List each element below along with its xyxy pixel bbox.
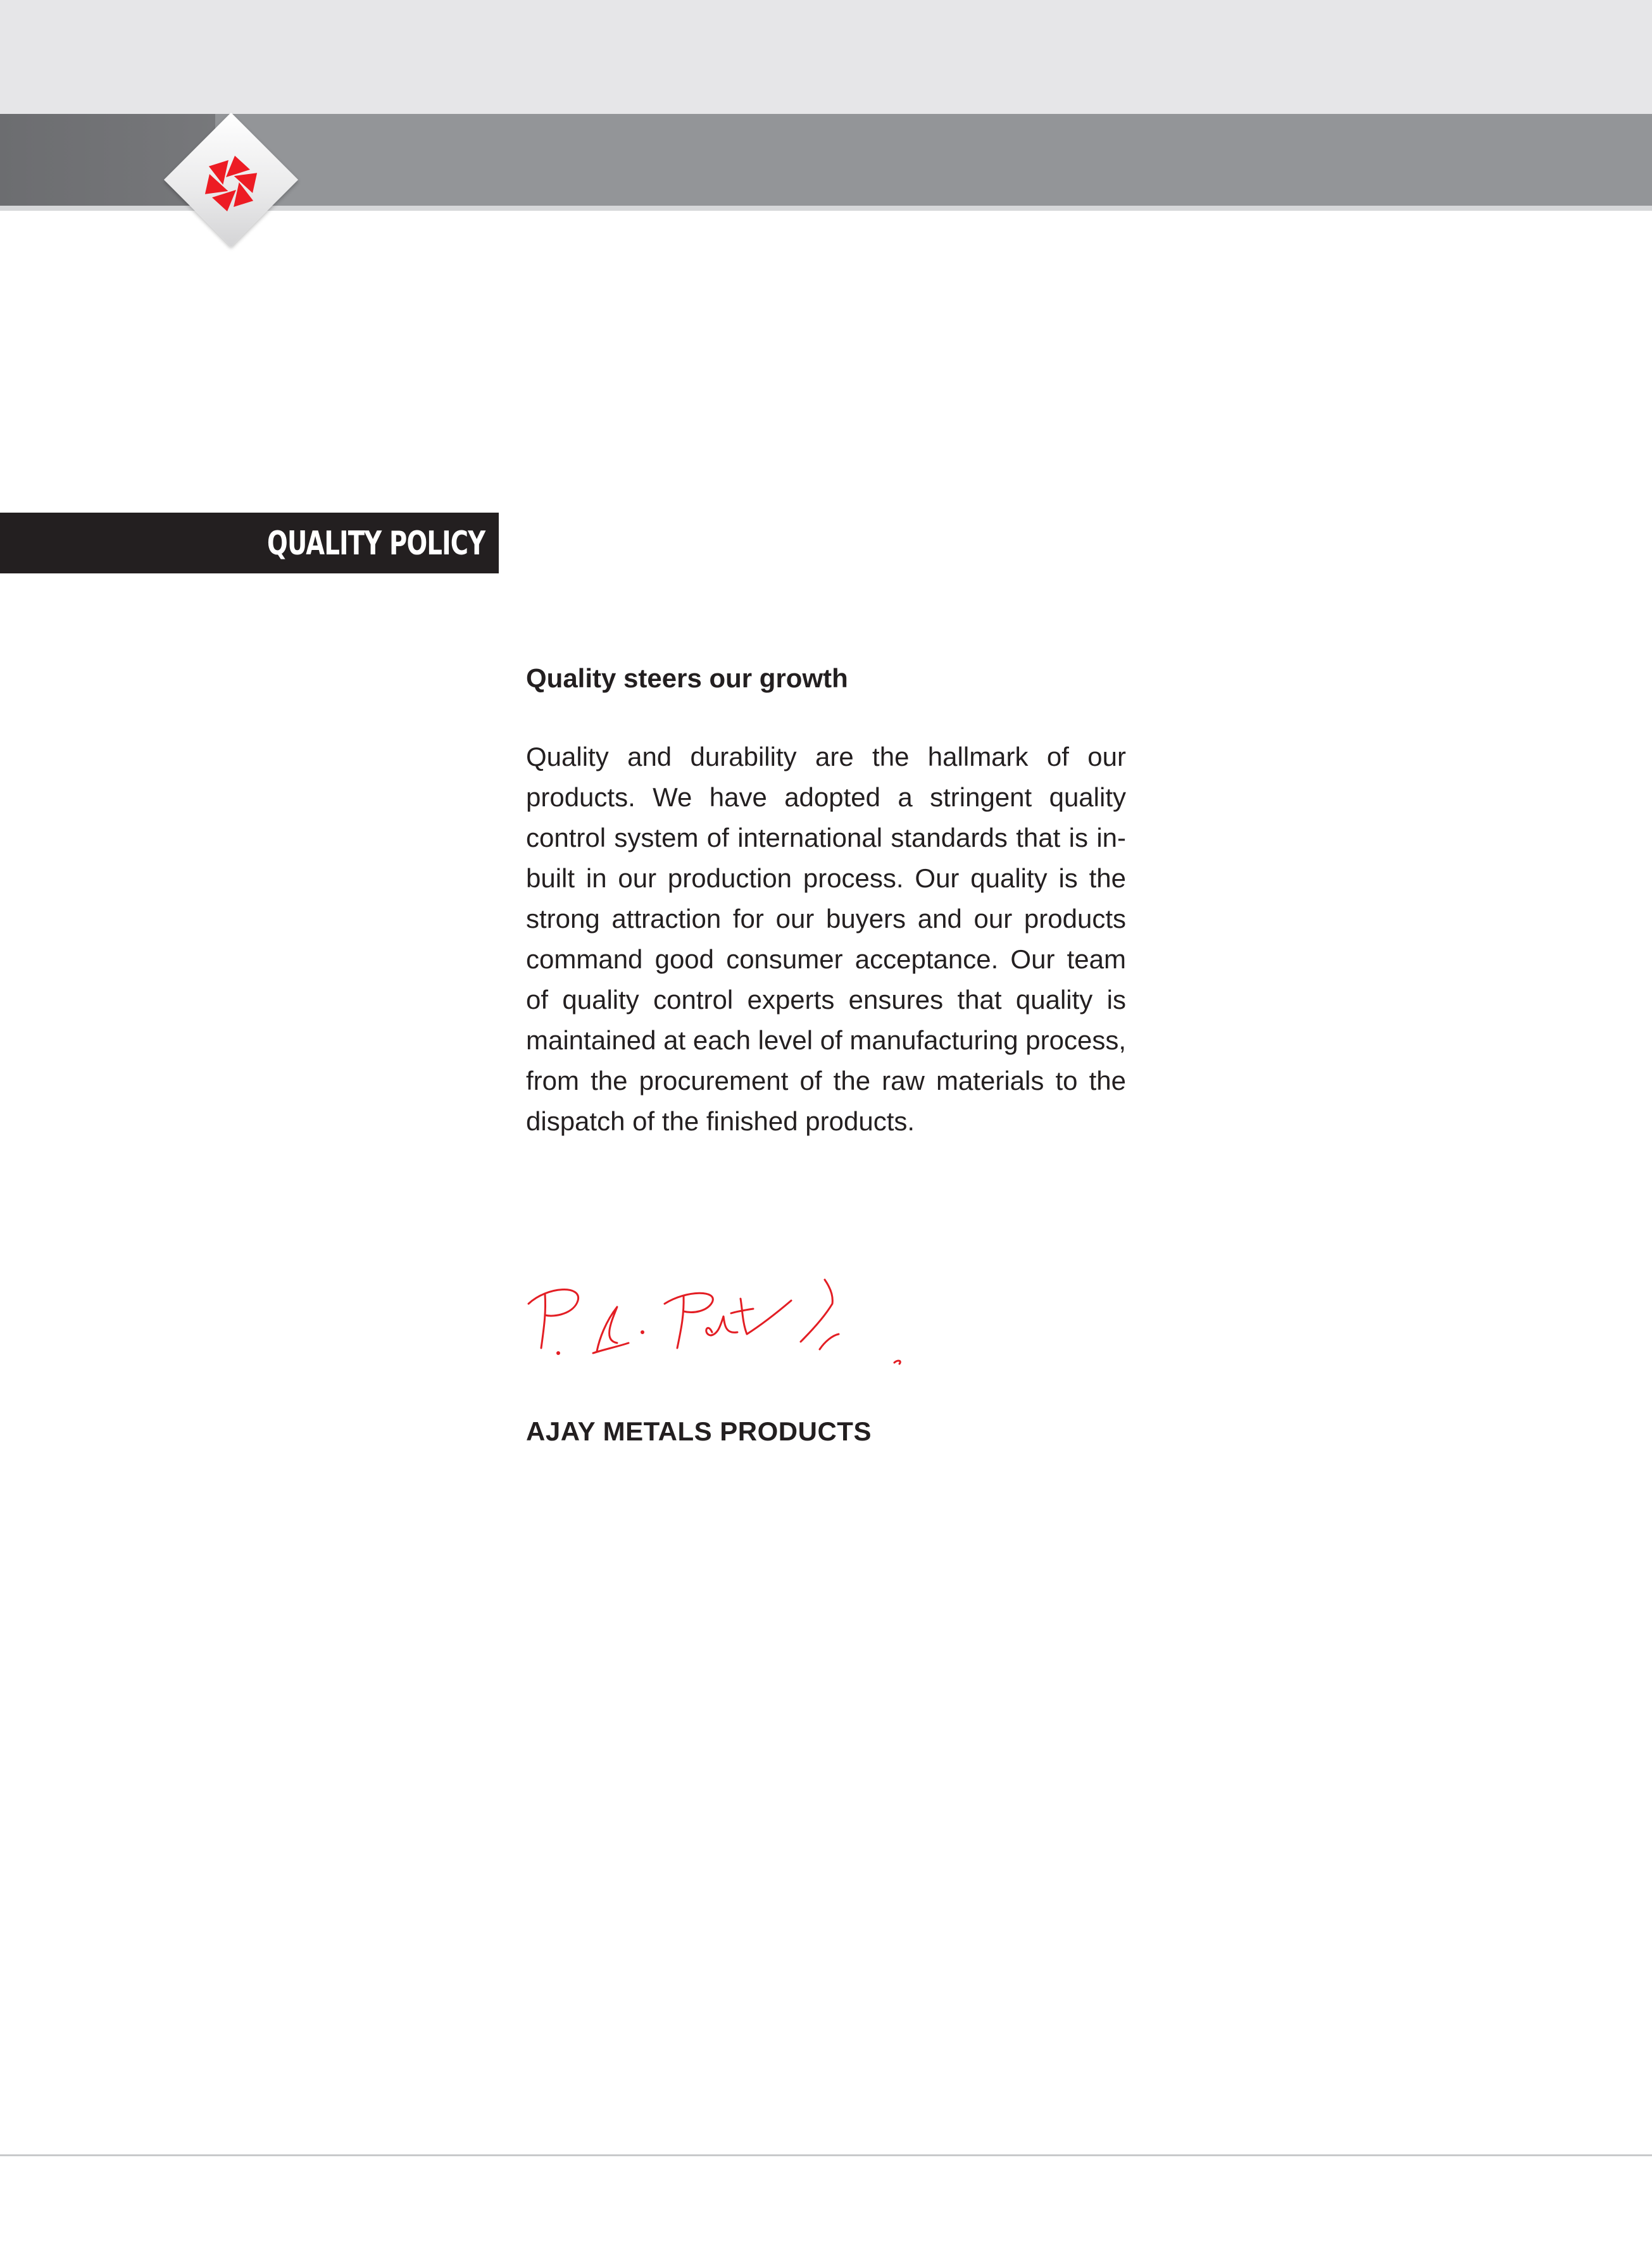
top-band [0, 0, 1652, 114]
policy-content [526, 658, 1126, 1142]
pinwheel-logo-icon [199, 152, 263, 215]
section-title: QUALITY POLICY [266, 525, 485, 563]
policy-heading: Quality steers our growth [526, 663, 848, 693]
company-name: AJAY METALS PRODUCTS [526, 1416, 872, 1446]
signature-image [522, 1272, 927, 1377]
section-tab [0, 513, 499, 573]
policy-body: Quality and durability are the hallmark of our products. We have adopted a stringent quality control system of international standards that is in-built in our production process. Our quality is the strong attraction for our buyers and our products command good consumer acceptance. Our team of quality control experts ensures that quality is maintained at each level of manufacturing process, from the procurement of the raw materials to the dispatch of the finished products. [526, 742, 1126, 1136]
footer-rule [0, 2154, 1652, 2156]
